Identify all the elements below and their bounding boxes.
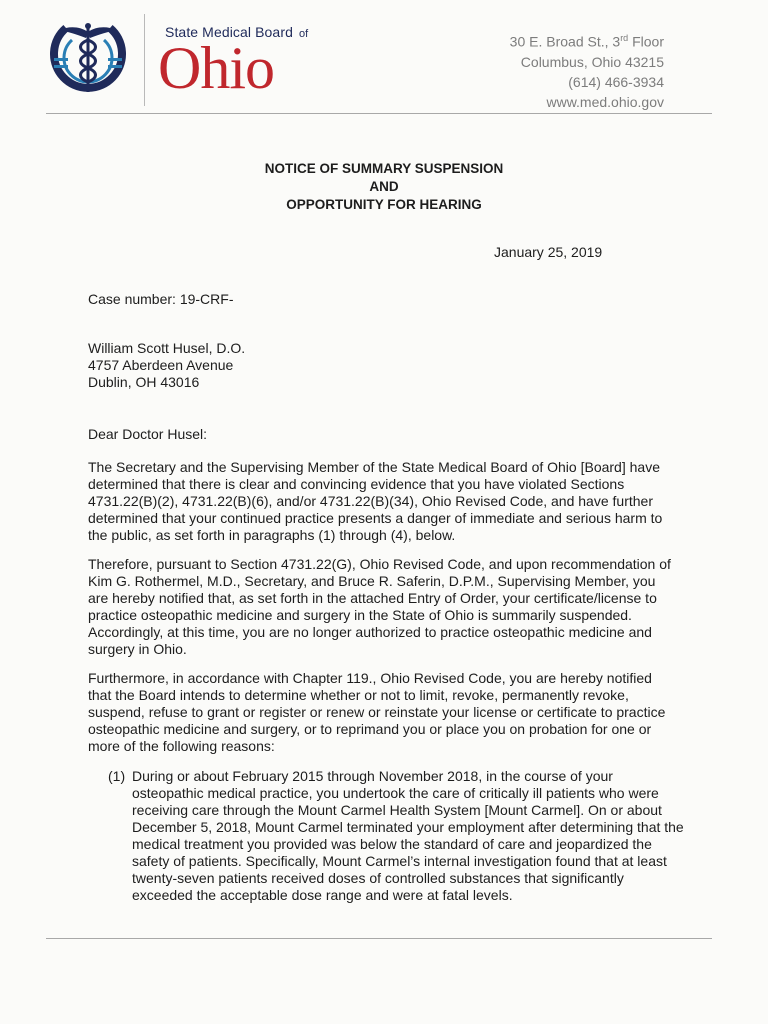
item-text: During or about February 2015 through November 2018, in the course of your osteopathic medical practice, you undertook the care of critically ill patients who were receiving care through the Mount Carmel Health System [Mount Carmel]. On or about December 5, 2018, Mount Carmel terminated your employment after determining that the medical treatment you provided was below the standard of care and jeopardized the safety of patients. Specifically, Mount Carmel’s internal investigation found that at least twenty-seven patients received doses of controlled substances that significantly exceeded the acceptable dose range and were at fatal levels.: [132, 768, 684, 903]
address-city: Columbus, Ohio 43215: [520, 53, 664, 70]
title-line-1: NOTICE OF SUMMARY SUSPENSION: [264, 161, 504, 176]
address-website: www.med.ohio.gov: [546, 93, 664, 110]
salutation: Dear Doctor Husel:: [88, 426, 208, 442]
header-rule: [46, 113, 712, 114]
list-item: [108, 768, 688, 904]
case-number: Case number: 19-CRF-: [88, 291, 234, 307]
board-prefix: State Medical Board: [165, 24, 293, 40]
recipient-city: Dublin, OH 43016: [88, 374, 200, 390]
caduceus-seal-icon: [50, 18, 126, 102]
board-state-wordmark: Ohio: [158, 35, 274, 101]
title-line-3: OPPORTUNITY FOR HEARING: [286, 197, 482, 212]
title-line-2: AND: [369, 179, 399, 194]
item-number: (1): [108, 768, 126, 784]
board-address: [510, 28, 664, 112]
recipient-address: [88, 340, 245, 391]
address-phone: (614) 466-3934: [568, 73, 664, 90]
letter-date: January 25, 2019: [494, 244, 603, 260]
board-of: of: [298, 28, 309, 40]
address-street: 30 E. Broad St., 3rd Floor: [509, 33, 664, 50]
notice-title: [0, 160, 768, 214]
paragraph-determination: The Secretary and the Supervising Member of the State Medical Board of Ohio [Board] have determined that there is clear and convincing evidence that you have violated Sections 4731.22(B)(2), 4731.22(B)(6), and/or 4731.22(B)(34), Ohio Revised Code, and have further determined that your continued practice presents a danger of immediate and serious harm to the public, as set forth in paragraphs (1) through (4), below.: [88, 459, 663, 543]
paragraph-suspension: Therefore, pursuant to Section 4731.22(G), Ohio Revised Code, and upon recommendation of Kim G. Rothermel, M.D., Secretary, and Bruce R. Saferin, D.P.M., Supervising Member, you are hereby notified that, as set forth in the attached Entry of Order, your certificate/license to practice osteopathic medicine and surgery in the State of Ohio is summarily suspended. Accordingly, at this time, you are no longer authorized to practice osteopathic medicine and surgery in Ohio.: [88, 556, 671, 657]
letterhead-divider: [144, 14, 145, 106]
recipient-name: William Scott Husel, D.O.: [88, 340, 246, 356]
footer-rule: [46, 938, 712, 939]
paragraph-hearing: Furthermore, in accordance with Chapter 119., Ohio Revised Code, you are hereby notified that the Board intends to determine whether or not to limit, revoke, permanently revoke, suspend, refuse to grant or register or renew or reinstate your license or certificate to practice osteopathic medicine and surgery, or to reprimand you or place you on probation for one or more of the following reasons:: [88, 670, 666, 754]
recipient-street: 4757 Aberdeen Avenue: [88, 357, 234, 373]
